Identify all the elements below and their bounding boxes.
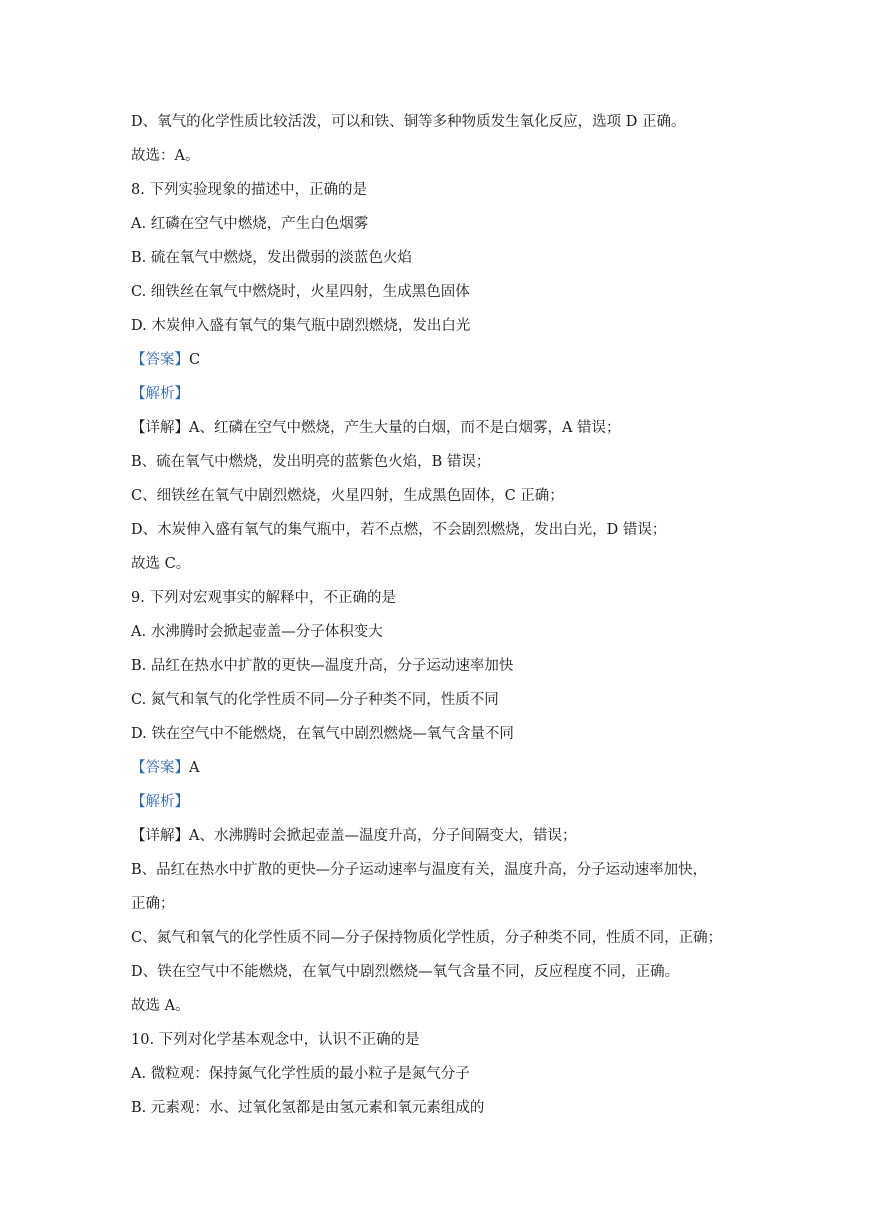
answer-tag: 【答案】 xyxy=(131,352,189,368)
answer-value: C xyxy=(189,352,201,368)
question-9-selection: 故选 A。 xyxy=(131,998,190,1014)
question-8-selection: 故选 C。 xyxy=(131,556,191,572)
question-8-option-b: B. 硫在氧气中燃烧，发出微弱的淡蓝色火焰 xyxy=(131,250,412,266)
question-9-option-a: A. 水沸腾时会掀起壶盖—分子体积变大 xyxy=(131,624,383,640)
question-8-analysis-tag: 【解析】 xyxy=(131,386,189,402)
question-8-option-c: C. 细铁丝在氧气中燃烧时，火星四射，生成黑色固体 xyxy=(131,284,470,300)
question-9-option-c: C. 氮气和氧气的化学性质不同—分子种类不同，性质不同 xyxy=(131,692,499,708)
question-8-detail-d: D、木炭伸入盛有氧气的集气瓶中，若不点燃，不会剧烈燃烧，发出白光，D 错误； xyxy=(131,522,667,538)
question-8-answer xyxy=(131,350,200,370)
answer-value: A xyxy=(189,760,200,776)
question-9-detail-d: D、铁在空气中不能燃烧，在氧气中剧烈燃烧—氧气含量不同，反应程度不同，正确。 xyxy=(131,964,680,980)
question-10-option-a: A. 微粒观：保持氮气化学性质的最小粒子是氮气分子 xyxy=(131,1066,470,1082)
question-8-option-d: D. 木炭伸入盛有氧气的集气瓶中剧烈燃烧，发出白光 xyxy=(131,318,471,334)
question-9-analysis-tag: 【解析】 xyxy=(131,794,189,810)
explanation-line: D、氧气的化学性质比较活泼，可以和铁、铜等多种物质发生氧化反应，选项 D 正确。 xyxy=(131,114,686,130)
question-9-option-b: B. 品红在热水中扩散的更快—温度升高，分子运动速率加快 xyxy=(131,658,514,674)
question-9-detail-b-cont: 正确； xyxy=(131,896,175,912)
answer-selection: 故选：A。 xyxy=(131,148,200,164)
question-9-detail-a: 【详解】A、水沸腾时会掀起壶盖—温度升高，分子间隔变大，错误； xyxy=(131,828,577,844)
question-9-stem: 9. 下列对宏观事实的解释中，不正确的是 xyxy=(131,590,396,606)
question-9-detail-b: B、品红在热水中扩散的更快—分子运动速率与温度有关，温度升高，分子运动速率加快， xyxy=(131,862,708,878)
question-10-option-b: B. 元素观：水、过氧化氢都是由氢元素和氧元素组成的 xyxy=(131,1100,485,1116)
question-8-option-a: A. 红磷在空气中燃烧，产生白色烟雾 xyxy=(131,216,369,232)
question-8-stem: 8. 下列实验现象的描述中，正确的是 xyxy=(131,182,367,198)
question-9-answer xyxy=(131,758,199,778)
question-8-detail-c: C、细铁丝在氧气中剧烈燃烧，火星四射，生成黑色固体，C 正确； xyxy=(131,488,564,504)
question-8-detail-b: B、硫在氧气中燃烧，发出明亮的蓝紫色火焰，B 错误； xyxy=(131,454,491,470)
question-8-detail-a: 【详解】A、红磷在空气中燃烧，产生大量的白烟，而不是白烟雾，A 错误； xyxy=(131,420,621,436)
answer-tag: 【答案】 xyxy=(131,760,189,776)
question-9-option-d: D. 铁在空气中不能燃烧，在氧气中剧烈燃烧—氧气含量不同 xyxy=(131,726,514,742)
question-10-stem: 10. 下列对化学基本观念中，认识不正确的是 xyxy=(131,1032,420,1048)
question-9-detail-c: C、氮气和氧气的化学性质不同—分子保持物质化学性质，分子种类不同，性质不同，正确； xyxy=(131,930,723,946)
